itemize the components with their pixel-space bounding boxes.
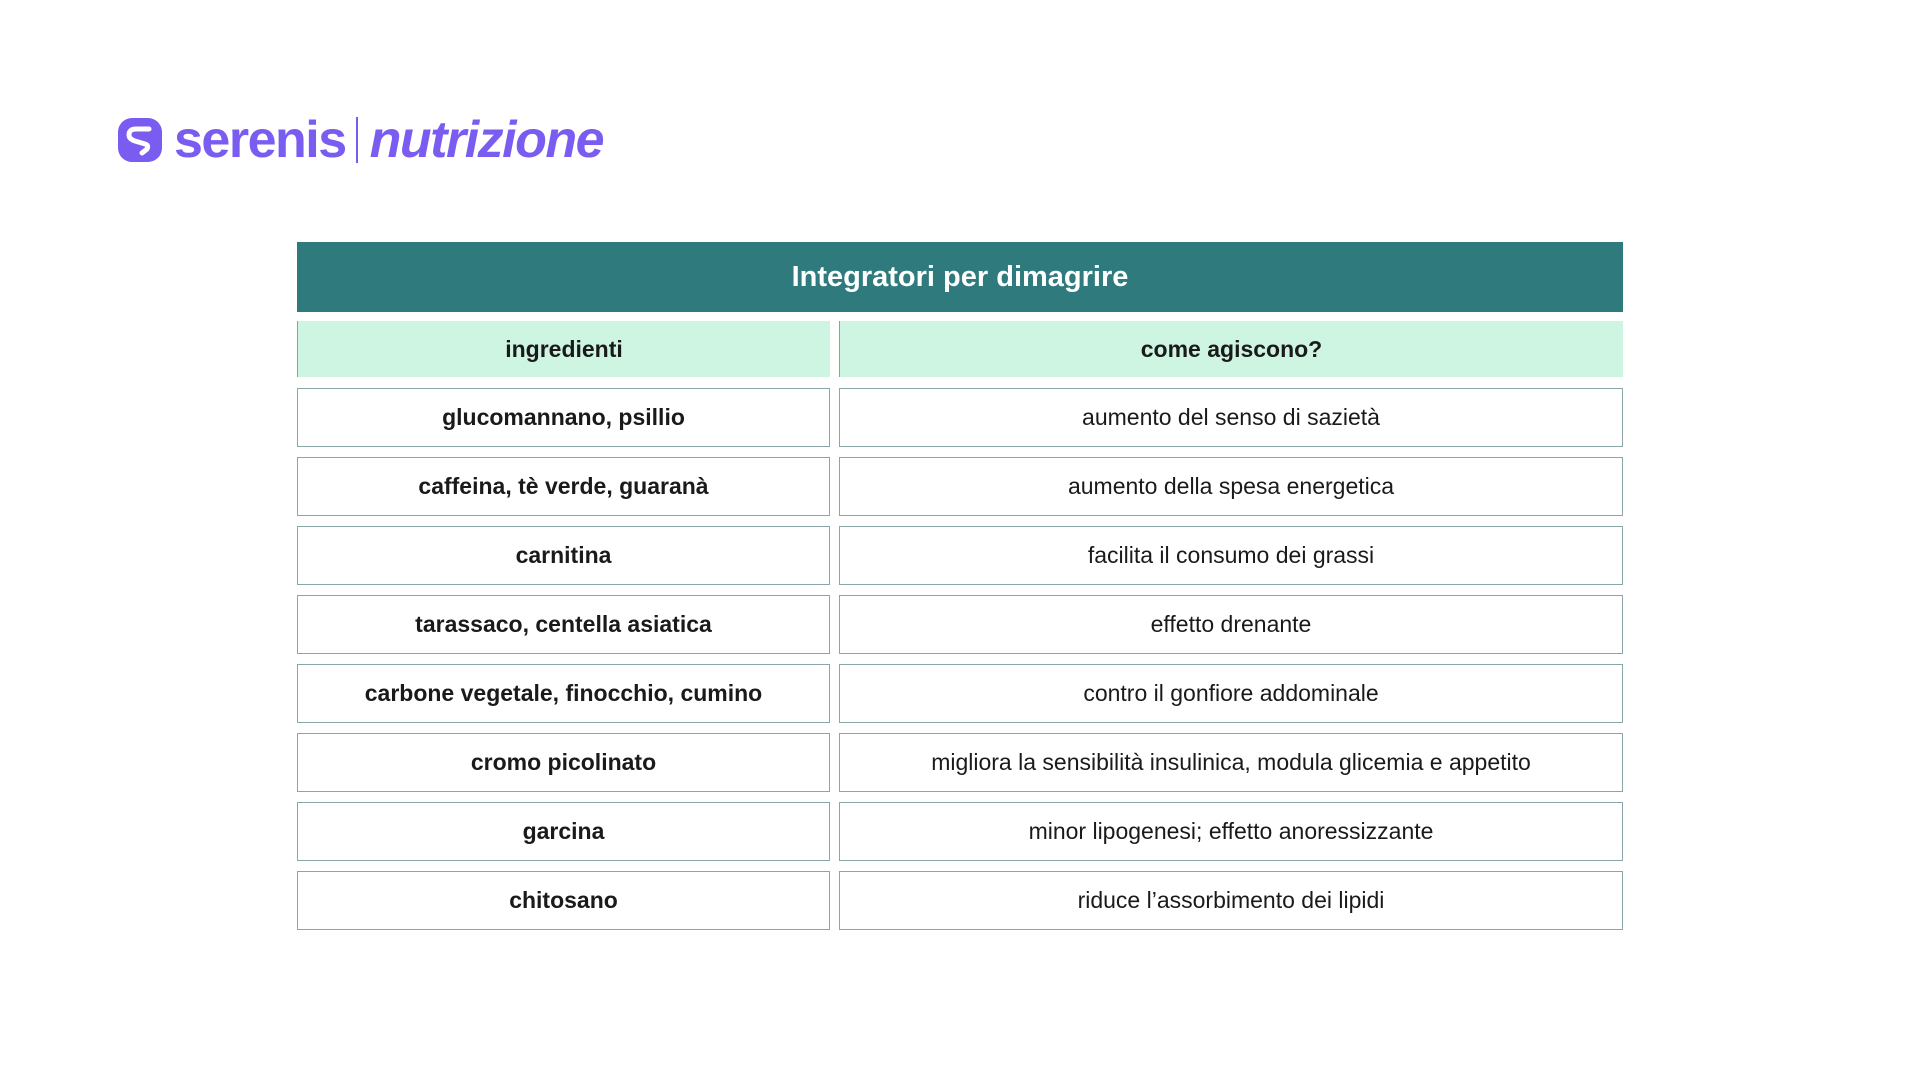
ingredient-cell: carbone vegetale, finocchio, cumino bbox=[297, 664, 830, 723]
ingredient-cell: caffeina, tè verde, guaranà bbox=[297, 457, 830, 516]
product-name: nutrizione bbox=[369, 111, 604, 169]
serenis-logo-icon bbox=[116, 116, 164, 164]
column-header-action: come agiscono? bbox=[839, 321, 1623, 377]
ingredient-cell: cromo picolinato bbox=[297, 733, 830, 792]
action-cell: aumento della spesa energetica bbox=[839, 457, 1623, 516]
table-title: Integratori per dimagrire bbox=[297, 242, 1623, 312]
logo-divider bbox=[356, 117, 358, 163]
action-cell: facilita il consumo dei grassi bbox=[839, 526, 1623, 585]
logo bbox=[116, 112, 603, 168]
action-cell: effetto drenante bbox=[839, 595, 1623, 654]
ingredient-cell: carnitina bbox=[297, 526, 830, 585]
ingredient-cell: glucomannano, psillio bbox=[297, 388, 830, 447]
brand-name: serenis bbox=[174, 111, 346, 169]
action-cell: minor lipogenesi; effetto anoressizzante bbox=[839, 802, 1623, 861]
action-cell: riduce l’assorbimento dei lipidi bbox=[839, 871, 1623, 930]
action-cell: migliora la sensibilità insulinica, modula glicemia e appetito bbox=[839, 733, 1623, 792]
action-cell: contro il gonfiore addominale bbox=[839, 664, 1623, 723]
column-header-ingredients: ingredienti bbox=[297, 321, 830, 377]
ingredient-cell: chitosano bbox=[297, 871, 830, 930]
action-cell: aumento del senso di sazietà bbox=[839, 388, 1623, 447]
ingredient-cell: garcina bbox=[297, 802, 830, 861]
ingredient-cell: tarassaco, centella asiatica bbox=[297, 595, 830, 654]
